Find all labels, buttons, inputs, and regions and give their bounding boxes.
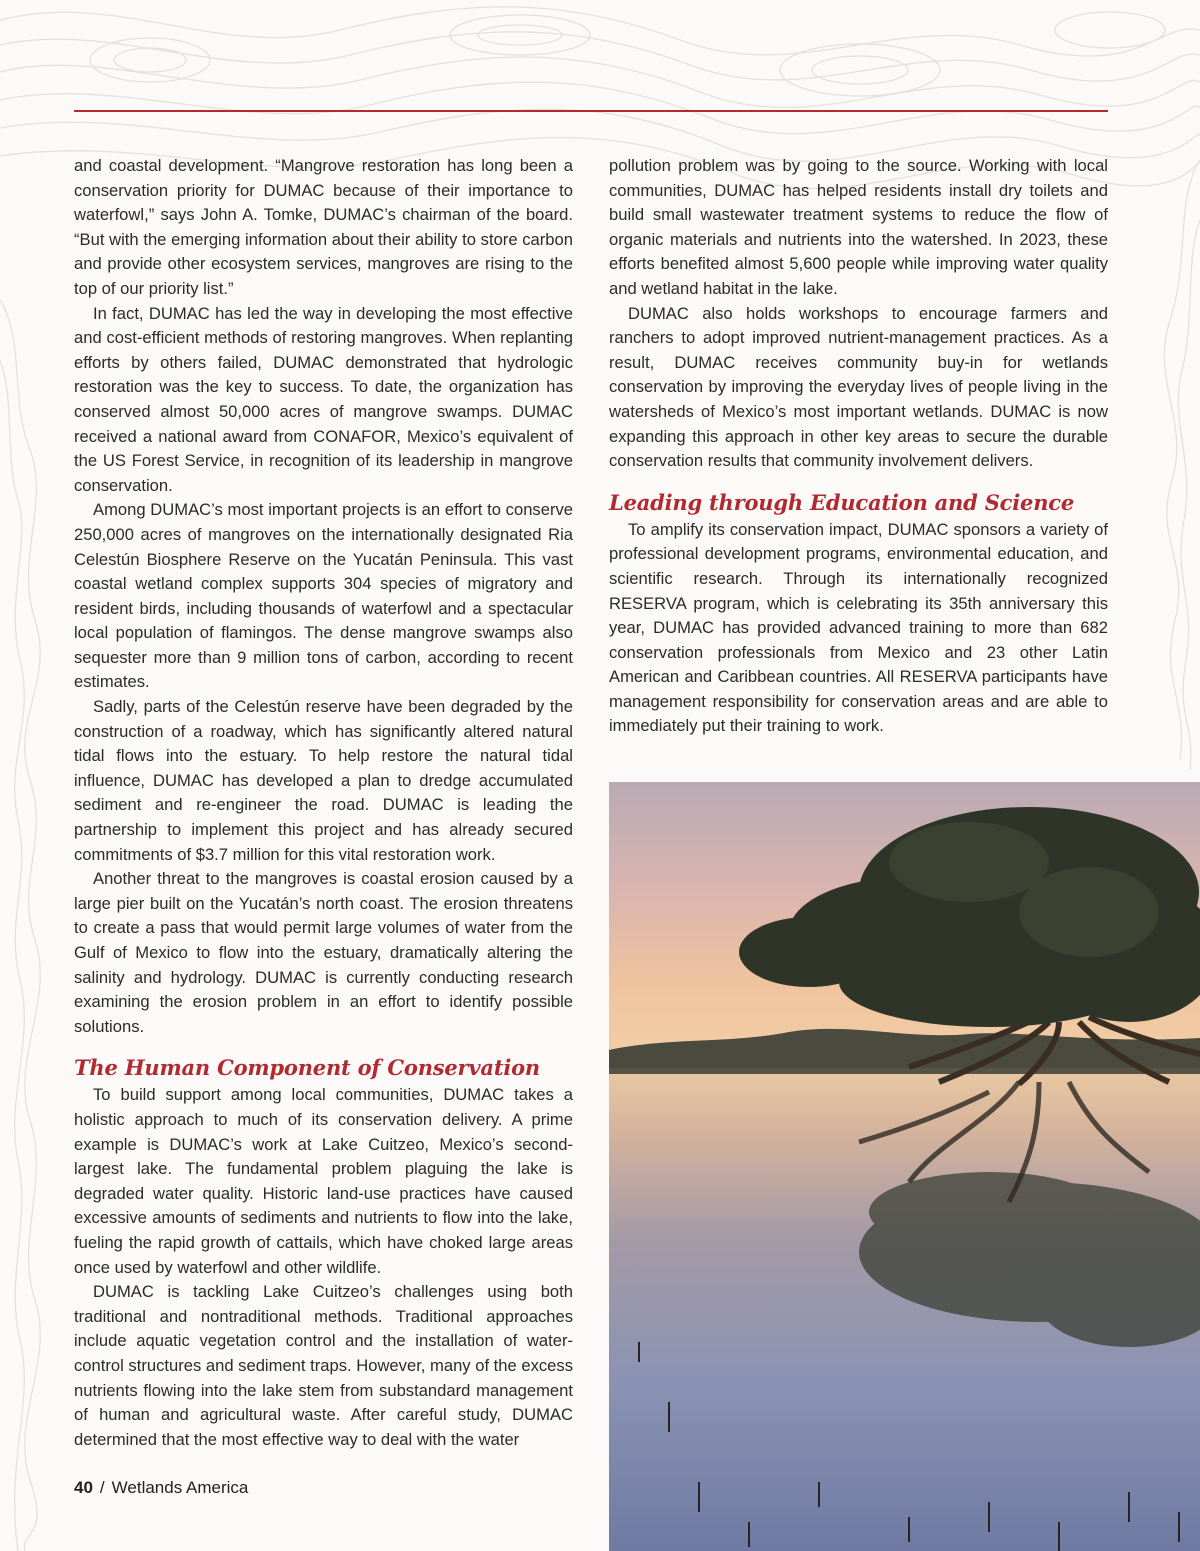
page-number: 40 bbox=[74, 1478, 93, 1497]
right-column bbox=[609, 154, 1108, 739]
page-footer bbox=[74, 1478, 248, 1498]
article-paragraph: Sadly, parts of the Celestún reserve have been degraded by the construction of a roadway, which has significantly altered natural tidal flows into the estuary. To help restore the natural tidal influence, DUMAC has developed a plan to dredge accumulated sediment and re-engineer the road. DUMAC is leading the partnership to implement this project and has already secured commitments of $3.7 million for this vital restoration work. bbox=[74, 697, 573, 864]
header-rule bbox=[74, 110, 1108, 112]
section-heading: The Human Component of Conservation bbox=[74, 1055, 540, 1081]
mangrove-photo bbox=[609, 782, 1200, 1551]
article-paragraph: DUMAC is tackling Lake Cuitzeo’s challenges using both traditional and nontraditional methods. Traditional approaches include aquatic vegetation control and the installation of water-control structures and sediment traps. However, many of the excess nutrients flowing into the lake stem from substandard management of human and agricultural waste. After careful study, DUMAC determined that the most effective way to deal with the water bbox=[74, 1282, 573, 1449]
article-paragraph: To build support among local communities, DUMAC takes a holistic approach to much of its conservation delivery. A prime example is DUMAC’s work at Lake Cuitzeo, Mexico’s second-largest lake. The fundamental problem plaguing the lake is degraded water quality. Historic land-use practices have caused excessive amounts of sediments and nutrients to flow into the lake, fueling the rapid growth of cattails, which have choked large areas once used by waterfowl and other wildlife. bbox=[74, 1085, 573, 1277]
left-column bbox=[74, 154, 573, 1452]
article-paragraph: pollution problem was by going to the source. Working with local communities, DUMAC has helped residents install dry toilets and build small wastewater treatment systems to reduce the flow of organic materials and nutrients into the watershed. In 2023, these efforts benefited almost 5,600 people while improving water quality and wetland habitat in the lake. bbox=[609, 156, 1108, 298]
article-paragraph: DUMAC also holds workshops to encourage farmers and ranchers to adopt improved nutrient-management practices. As a result, DUMAC receives community buy-in for wetlands conservation by improving the everyday lives of people living in the watersheds of Mexico’s most important wetlands. DUMAC is now expanding this approach in other key areas to secure the durable conservation results that community involvement delivers. bbox=[609, 303, 1108, 471]
article-paragraph: Another threat to the mangroves is coastal erosion caused by a large pier built on the Yucatán’s north coast. The erosion threatens to create a pass that would permit large volumes of water from the Gulf of Mexico to flow into the estuary, dramatically altering the salinity and hydrology. DUMAC is currently conducting research examining the erosion problem in an effort to identify possible solutions. bbox=[74, 869, 573, 1036]
publication-name: Wetlands America bbox=[111, 1478, 249, 1497]
article-paragraph: and coastal development. “Mangrove restoration has long been a conservation priority for DUMAC because of their importance to waterfowl,” says John A. Tomke, DUMAC’s chairman of the board. “But with the emerging information about their ability to store carbon and provide other ecosystem services, mangroves are rising to the top of our priority list.” bbox=[74, 156, 573, 298]
article-paragraph: To amplify its conservation impact, DUMAC sponsors a variety of professional development programs, environmental education, and scientific research. Through its internationally recognized RESERVA program, which is celebrating its 35th anniversary this year, DUMAC has provided advanced training to more than 682 conservation professionals from Mexico and 23 other Latin American and Caribbean countries. All RESERVA participants have management responsibility for conservation areas and are able to immediately put their training to work. bbox=[609, 519, 1108, 736]
section-heading: Leading through Education and Science bbox=[609, 489, 1075, 515]
article-paragraph: Among DUMAC’s most important projects is an effort to conserve 250,000 acres of mangroves on the internationally designated Ria Celestún Biosphere Reserve on the Yucatán Peninsula. This vast coastal wetland complex supports 304 species of migratory and resident birds, including thousands of waterfowl and a spectacular local population of flamingos. The dense mangrove swamps also sequester more than 9 million tons of carbon, according to recent estimates. bbox=[74, 500, 573, 692]
footer-separator: / bbox=[99, 1478, 105, 1497]
article-paragraph: In fact, DUMAC has led the way in developing the most effective and cost-efficient methods of restoring mangroves. When replanting efforts by others failed, DUMAC demonstrated that hydrologic restoration was the key to success. To date, the organization has conserved almost 50,000 acres of mangrove swamps. DUMAC received a national award from CONAFOR, Mexico’s equivalent of the US Forest Service, in recognition of its leadership in mangrove conservation. bbox=[74, 303, 573, 495]
